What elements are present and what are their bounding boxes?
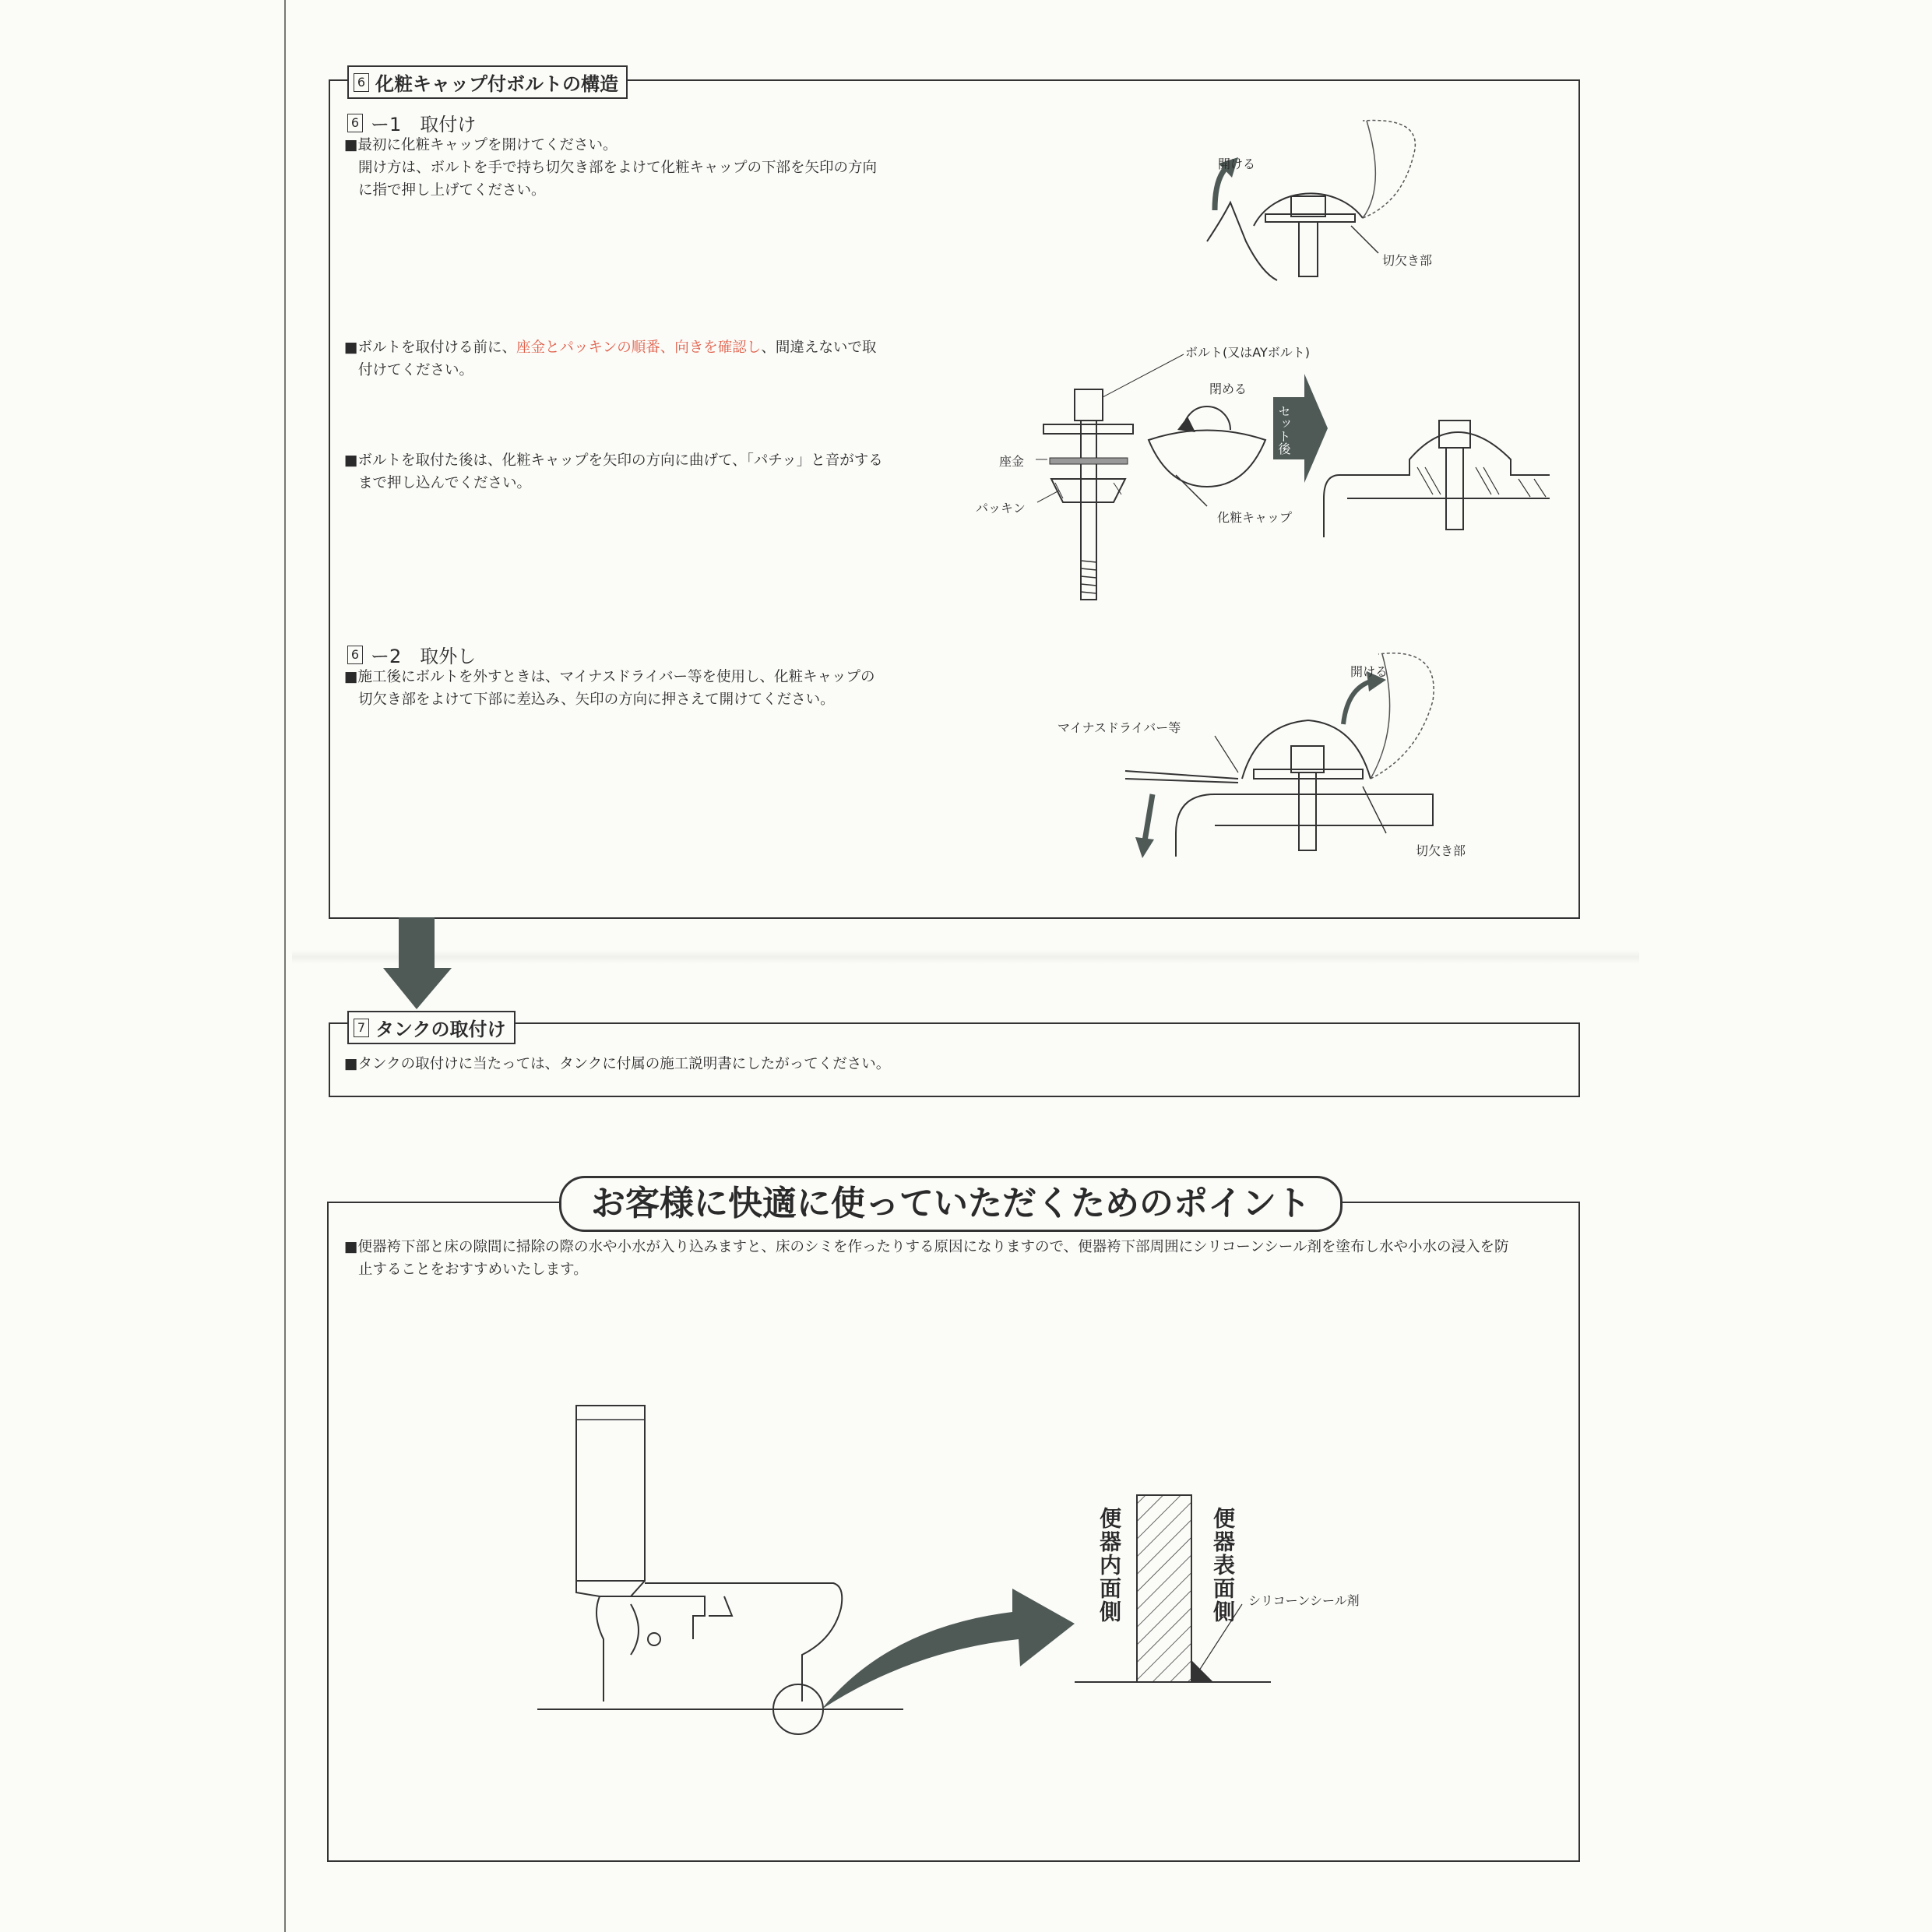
label-driver: マイナスドライバー等 (1057, 720, 1181, 735)
label-open-1: 開ける (1218, 157, 1256, 171)
label-notch-1: 切欠き部 (1382, 253, 1433, 268)
figure-remove-cap (1121, 639, 1480, 864)
subsection-6-2-heading: 6 ー2 取外し (347, 641, 476, 668)
label-packing: パッキン (976, 501, 1026, 516)
down-arrow (383, 917, 452, 1011)
section7-text: ■タンクの取付けに当たっては、タンクに付属の施工説明書にしたがってください。 (344, 1056, 891, 1072)
instruction-check-order: ■ボルトを取付ける前に、座金とパッキンの順番、向きを確認し、間違えないで取 付けてください。 (344, 340, 877, 378)
points-title: お客様に快適に使っていただくためのポイント (559, 1176, 1343, 1232)
warning-text: 座金とパッキンの順番、向きを確認し (516, 340, 762, 356)
instruction-open-cap: ■最初に化粧キャップを開けてください。 開け方は、ボルトを手で持ち切欠き部をよけて化粧キャップの下部を矢印の方向 に指で押し上げてください。 (344, 137, 878, 199)
section6-title (347, 65, 628, 99)
label-outer-side: 便器表面側 (1210, 1507, 1236, 1624)
label-cap: 化粧キャップ (1217, 510, 1293, 525)
label-inner-side: 便器内面側 (1096, 1507, 1122, 1624)
section6-number: 6 (354, 73, 369, 92)
section6-title-text: 化粧キャップ付ボルトの構造 (375, 73, 618, 95)
instruction-close-cap: ■ボルトを取付た後は、化粧キャップを矢印の方向に曲げて、「パチッ」と音がする まで押し込んでください。 (344, 452, 883, 491)
points-box (327, 1202, 1580, 1862)
section7-number: 7 (354, 1019, 369, 1037)
label-washer: 座金 (999, 454, 1025, 469)
section7-title-text: タンクの取付け (375, 1019, 506, 1040)
subsection-6-2-label: ー2 取外し (371, 646, 477, 667)
label-close: 閉める (1209, 382, 1248, 396)
pointer-arrow (818, 1581, 1082, 1713)
figure-bolt-assembly (973, 343, 1565, 615)
label-set-after: セット後 (1276, 405, 1291, 455)
instruction-remove-bolt: ■施工後にボルトを外すときは、マイナスドライバー等を使用し、化粧キャップの 切欠き部をよけて下部に差込み、矢印の方向に押さえて開けてください。 (344, 669, 875, 708)
label-sealant: シリコーンシール剤 (1248, 1593, 1360, 1608)
points-text: ■便器袴下部と床の隙間に掃除の際の水や小水が入り込みますと、床のシミを作ったりする原因になりますので、便器袴下部周囲にシリコーンシール剤を塗布し水や小水の浸入を防 止することをおすすめいたします。 (344, 1239, 1509, 1278)
section7-title (347, 1011, 516, 1044)
label-bolt: ボルト(又はAYボルト) (1185, 345, 1310, 360)
subsection-6-1-label: ー1 取付け (371, 114, 477, 135)
page-edge-line (284, 0, 286, 1932)
label-open-2: 開ける (1350, 664, 1388, 679)
label-notch-2: 切欠き部 (1416, 843, 1466, 858)
subsection-6-1-heading: 6 ー1 取付け (347, 109, 476, 136)
scan-band (292, 950, 1639, 964)
